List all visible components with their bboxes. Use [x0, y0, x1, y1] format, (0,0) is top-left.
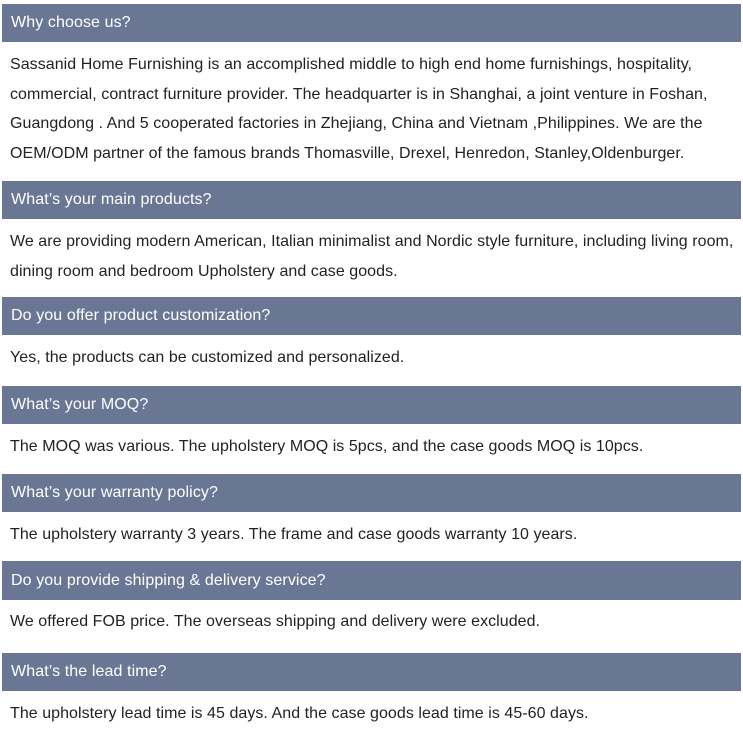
faq-question-warranty: What’s your warranty policy? — [2, 474, 741, 512]
faq-answer-why-choose-us: Sassanid Home Furnishing is an accomplished middle to high end home furnishings, hospitality, commercial, contract furniture provider. The headquarter is in Shanghai, a joint venture in Foshan, Guangdong . And 5 cooperated factories in Zhejiang, China and Vietnam ,Philippines. We are the OEM/ODM partner of the famous brands Thomasville, Drexel, Henredon, Stanley,Oldenburger. — [10, 56, 708, 162]
faq-question-main-products: What’s your main products? — [2, 181, 741, 219]
faq-answer-customization: Yes, the products can be customized and personalized. — [10, 349, 405, 366]
faq-answer-moq: The MOQ was various. The upholstery MOQ is 5pcs, and the case goods MOQ is 10pcs. — [10, 438, 644, 455]
faq-question-lead-time: What’s the lead time? — [2, 653, 741, 691]
faq-answer-shipping: We offered FOB price. The overseas shipping and delivery were excluded. — [10, 613, 541, 630]
faq-question-why-choose-us: Why choose us? — [2, 4, 741, 42]
faq-answer-warranty: The upholstery warranty 3 years. The frame and case goods warranty 10 years. — [10, 526, 578, 543]
faq-question-customization: Do you offer product customization? — [2, 297, 741, 335]
faq-question-shipping: Do you provide shipping & delivery service? — [2, 561, 741, 600]
faq-answer-lead-time: The upholstery lead time is 45 days. And the case goods lead time is 45-60 days. — [10, 705, 589, 722]
faq-question-moq: What’s your MOQ? — [2, 386, 741, 424]
faq-answer-main-products: We are providing modern American, Italian minimalist and Nordic style furniture, including living room, dining room and bedroom Upholstery and case goods. — [10, 233, 734, 280]
